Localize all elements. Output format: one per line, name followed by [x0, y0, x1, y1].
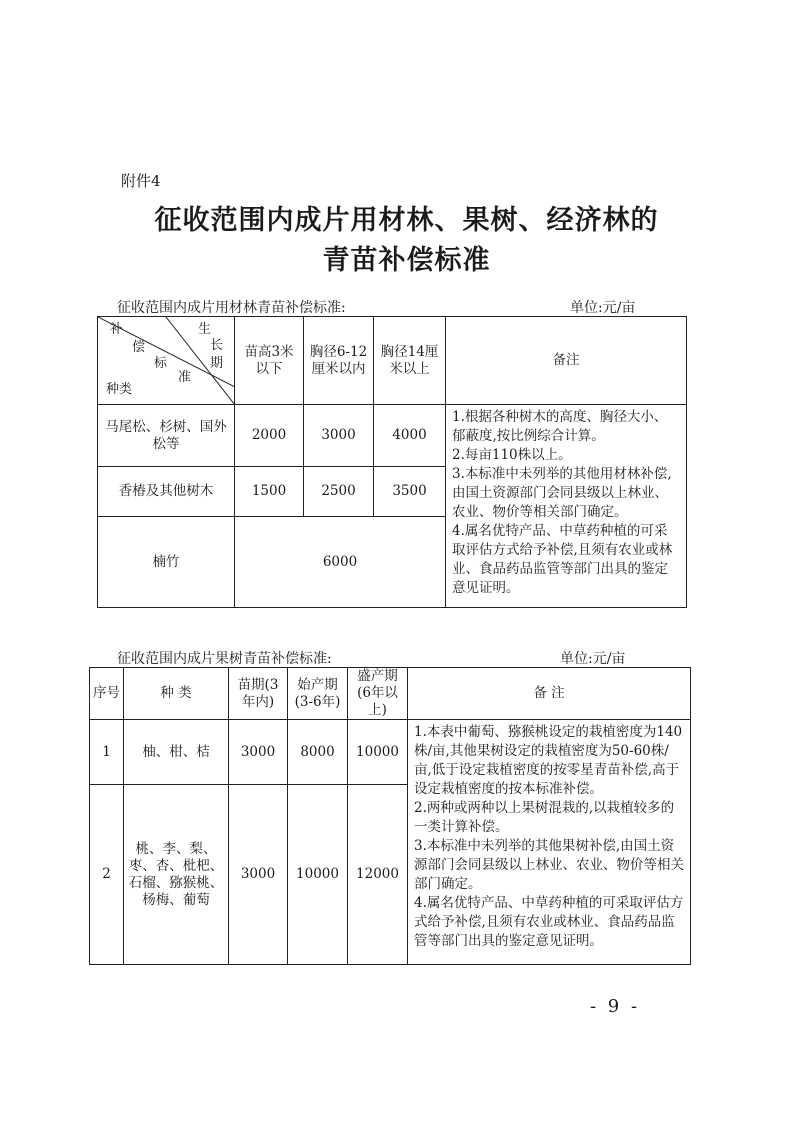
corner-char: 偿 — [132, 340, 146, 355]
row-number-cell: 2 — [90, 785, 124, 965]
remark-item: 3.本标准中未列举的其他用材林补偿,由国土资源部门会同县级以上林业、农业、物价等相关部门确定。 — [452, 466, 672, 520]
corner-char: 补 — [110, 322, 124, 337]
corner-char: 期 — [210, 356, 224, 371]
corner-char: 长 — [210, 338, 224, 353]
table1-unit: 单位:元/亩 — [570, 300, 636, 316]
value-cell: 3500 — [374, 467, 446, 517]
corner-category-label: 种类 — [106, 382, 133, 397]
remark-item: 1.本表中葡萄、猕猴桃设定的栽植密度为140株/亩,其他果树设定的栽植密度为50-60株/亩,低于设定栽植密度的按零星青苗补偿,高于设定栽植密度的按本标准补偿。 — [414, 724, 683, 797]
table2-header: 盛产期(6年以上) — [348, 668, 408, 720]
table1-header-row — [98, 317, 687, 405]
value-cell: 1500 — [235, 467, 304, 517]
value-cell: 4000 — [374, 405, 446, 467]
species-cell: 香椿及其他树木 — [98, 467, 235, 517]
corner-char: 准 — [178, 370, 192, 385]
species-cell: 柚、柑、桔 — [124, 720, 229, 785]
value-cell: 3000 — [229, 720, 288, 785]
value-cell: 3000 — [304, 405, 374, 467]
table2-header: 种 类 — [124, 668, 229, 720]
remark-item: 4.属名优特产品、中草药种植的可采取评估方式给予补偿,且须有农业或林业、食品药品监管等部门出具的鉴定意见证明。 — [414, 895, 684, 949]
remark-item: 2.两种或两种以上果树混栽的,以栽植较多的一类计算补偿。 — [414, 800, 675, 835]
table2-header: 始产期(3-6年) — [288, 668, 348, 720]
table-row — [90, 720, 691, 785]
row-number-cell: 1 — [90, 720, 124, 785]
value-cell: 12000 — [348, 785, 408, 965]
table2-header: 苗期(3年内) — [229, 668, 288, 720]
table1-header: 苗高3米以下 — [235, 317, 304, 405]
table2-unit: 单位:元/亩 — [560, 651, 626, 667]
table1-header: 胸径14厘米以上 — [374, 317, 446, 405]
remark-item: 4.属名优特产品、中草药种植的可采取评估方式给予补偿,且须有农业或林业、食品药品监管等部门出具的鉴定意见证明。 — [452, 523, 673, 596]
remark-item: 1.根据各种树木的高度、胸径大小、郁蔽度,按比例综合计算。 — [452, 409, 668, 444]
remark-item: 2.每亩110株以上。 — [452, 447, 572, 463]
table1-header: 胸径6-12厘米以内 — [304, 317, 374, 405]
corner-char: 生 — [198, 322, 212, 337]
table2-header-row — [90, 668, 691, 720]
document-title-line2: 青苗补偿标准 — [322, 245, 491, 276]
merged-value-cell: 6000 — [235, 517, 446, 608]
value-cell: 10000 — [348, 720, 408, 785]
table2-header: 序号 — [90, 668, 124, 720]
value-cell: 8000 — [288, 720, 348, 785]
page-number: - 9 - — [590, 996, 641, 1017]
table1-corner-cell — [98, 317, 235, 405]
table2-remarks-cell — [408, 720, 691, 965]
species-cell: 桃、李、梨、枣、杏、枇杷、石榴、猕猴桃、杨梅、葡萄 — [124, 785, 229, 965]
value-cell: 2500 — [304, 467, 374, 517]
attachment-label: 附件4 — [121, 172, 161, 190]
corner-char: 标 — [154, 356, 168, 371]
document-title-line1: 征收范围内成片用材林、果树、经济林的 — [154, 205, 659, 236]
table-row — [98, 405, 687, 467]
table1-remarks-cell — [446, 405, 687, 608]
value-cell: 2000 — [235, 405, 304, 467]
table2-caption: 征收范围内成片果树青苗补偿标准: — [117, 651, 332, 667]
table2 — [89, 667, 691, 965]
table1-caption: 征收范围内成片用材林青苗补偿标准: — [117, 300, 346, 316]
remark-item: 3.本标准中未列举的其他果树补偿,由国土资源部门会同县级以上林业、农业、物价等相关部门确定。 — [414, 838, 684, 892]
species-cell: 马尾松、杉树、国外松等 — [98, 405, 235, 467]
table2-header-remarks: 备 注 — [408, 668, 691, 720]
table1-header-remarks: 备注 — [446, 317, 687, 405]
table1 — [97, 316, 687, 608]
species-cell: 楠竹 — [98, 517, 235, 608]
value-cell: 3000 — [229, 785, 288, 965]
value-cell: 10000 — [288, 785, 348, 965]
